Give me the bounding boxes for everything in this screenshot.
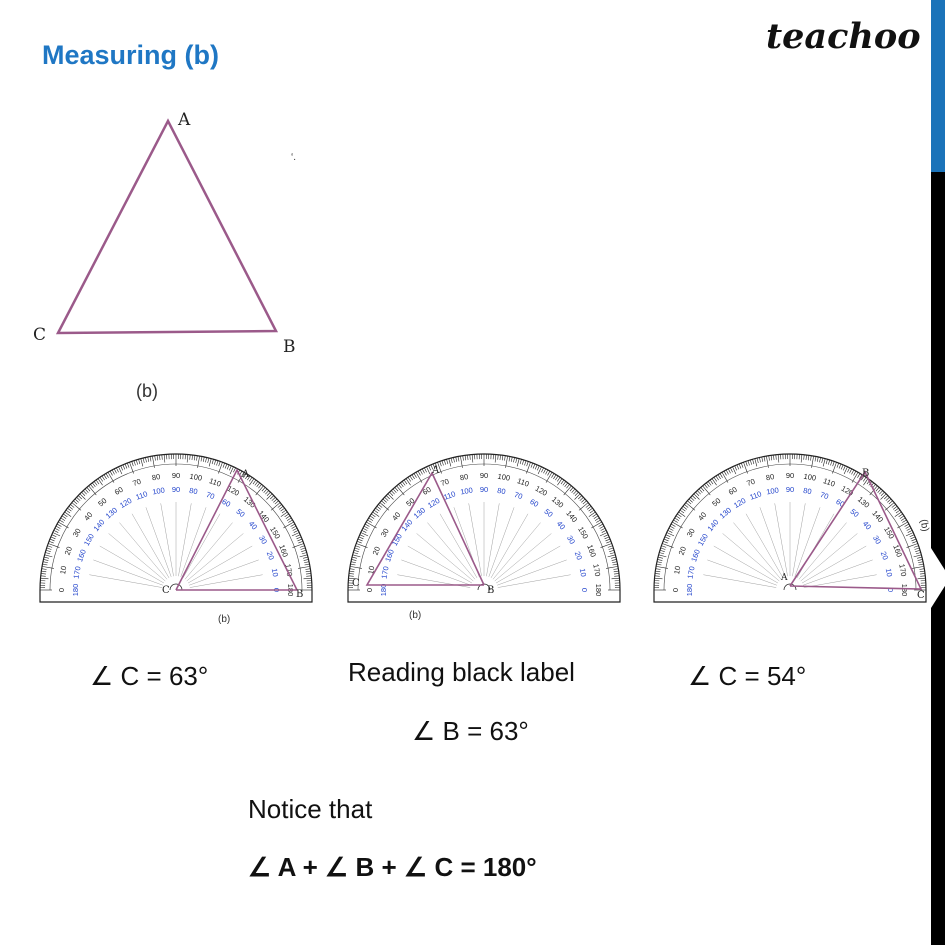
prot1-end-label: B bbox=[296, 589, 304, 600]
protractor-inner-number: 100 bbox=[459, 485, 474, 497]
teachoo-logo: teachoo bbox=[766, 16, 921, 57]
protractor-outer-number: 180 bbox=[594, 583, 604, 597]
protractor-inner-number: 100 bbox=[765, 485, 780, 497]
protractor-outer-number: 30 bbox=[378, 526, 391, 539]
prot3-end-label: C bbox=[917, 590, 925, 601]
protractor-outer-number: 30 bbox=[684, 526, 697, 539]
protractor-outer-number: 90 bbox=[785, 470, 795, 480]
protractor-inner-number: 40 bbox=[554, 519, 568, 532]
protractor-inner-number: 0 bbox=[272, 587, 282, 593]
protractor-inner-number: 20 bbox=[572, 550, 585, 562]
protractor-outer-number: 10 bbox=[672, 565, 683, 576]
protractor-inner-number: 110 bbox=[748, 489, 763, 502]
protractor-inner-number: 160 bbox=[383, 548, 396, 564]
protractor-outer-number: 120 bbox=[533, 483, 549, 498]
protractor-outer-number: 70 bbox=[745, 476, 757, 489]
protractor-outer-number: 20 bbox=[676, 545, 689, 557]
page-title: Measuring (b) bbox=[42, 40, 220, 70]
protractor-inner-number: 70 bbox=[512, 489, 524, 502]
protractor-inner-number: 160 bbox=[689, 548, 702, 564]
protractor-inner-number: 50 bbox=[848, 506, 861, 520]
protractor-inner-number: 70 bbox=[204, 489, 216, 502]
prot2-caption: (b) bbox=[409, 610, 422, 621]
protractor-inner-number: 170 bbox=[71, 565, 83, 580]
protractor-outer-number: 130 bbox=[241, 494, 258, 510]
protractor-outer-number: 0 bbox=[364, 587, 374, 593]
protractor-outer-number: 50 bbox=[404, 496, 417, 509]
protractor-outer-number: 170 bbox=[283, 563, 295, 578]
protractor-inner-number: 40 bbox=[860, 519, 874, 532]
protractor-2 bbox=[347, 452, 622, 607]
prot1-other-label: A bbox=[242, 469, 250, 480]
protractor-outer-number: 60 bbox=[420, 484, 433, 497]
protractor-inner-number: 10 bbox=[577, 567, 589, 578]
protractor-inner-number: 60 bbox=[220, 496, 233, 509]
protractor-outer-number: 10 bbox=[366, 565, 377, 576]
protractor-inner-number: 20 bbox=[264, 550, 277, 562]
protractor-outer-number: 170 bbox=[897, 563, 909, 578]
protractor-outer-number: 80 bbox=[151, 472, 162, 483]
stray-mark: ‘. bbox=[291, 152, 296, 163]
protractor-inner-number: 180 bbox=[70, 583, 80, 597]
figure-caption: (b) bbox=[136, 381, 158, 401]
protractor-inner-number: 50 bbox=[234, 506, 247, 520]
protractor-outer-number: 150 bbox=[268, 525, 283, 541]
protractor-outer-number: 80 bbox=[765, 472, 776, 483]
protractor-inner-number: 120 bbox=[732, 495, 748, 510]
protractor-3 bbox=[653, 452, 928, 607]
protractor-outer-number: 140 bbox=[564, 508, 580, 525]
protractor-outer-number: 100 bbox=[496, 471, 511, 483]
protractor-inner-number: 0 bbox=[580, 587, 590, 593]
prot2-end-label: C bbox=[352, 578, 360, 589]
protractor-inner-number: 140 bbox=[91, 517, 107, 534]
reading-note: Reading black label bbox=[348, 657, 575, 687]
protractor-outer-number: 40 bbox=[696, 510, 709, 523]
protractor-inner-number: 90 bbox=[479, 484, 489, 494]
protractor-outer-number: 160 bbox=[891, 543, 904, 559]
protractor-inner-number: 120 bbox=[118, 495, 134, 510]
protractor-inner-number: 130 bbox=[717, 505, 734, 521]
protractor-outer-number: 110 bbox=[516, 476, 531, 489]
protractor-inner-number: 30 bbox=[257, 533, 270, 546]
protractor-outer-number: 40 bbox=[390, 510, 403, 523]
protractor-outer-number: 70 bbox=[439, 476, 451, 489]
protractor-inner-number: 60 bbox=[834, 496, 847, 509]
protractor-inner-number: 130 bbox=[103, 505, 120, 521]
protractor-outer-number: 120 bbox=[839, 483, 855, 498]
protractor-outer-number: 130 bbox=[549, 494, 566, 510]
protractor-inner-number: 90 bbox=[171, 484, 181, 494]
angle-b-result: ∠ B = 63° bbox=[412, 716, 529, 746]
vertex-c-label: C bbox=[33, 325, 47, 345]
protractor-inner-number: 130 bbox=[411, 505, 428, 521]
protractor-inner-number: 180 bbox=[378, 583, 388, 597]
protractor-inner-number: 170 bbox=[685, 565, 697, 580]
angle-c-second-result: ∠ C = 54° bbox=[688, 661, 807, 691]
protractor-outer-number: 40 bbox=[82, 510, 95, 523]
protractor-inner-number: 150 bbox=[695, 532, 710, 548]
protractor-inner-number: 170 bbox=[379, 565, 391, 580]
protractor-outer-number: 170 bbox=[591, 563, 603, 578]
protractor-outer-number: 60 bbox=[112, 484, 125, 497]
protractor-outer-number: 60 bbox=[726, 484, 739, 497]
protractor-inner-number: 80 bbox=[188, 485, 199, 497]
protractor-outer-number: 90 bbox=[171, 470, 181, 480]
protractor-inner-number: 30 bbox=[565, 533, 578, 546]
protractor-inner-number: 110 bbox=[442, 489, 457, 502]
angle-sum-result: ∠ A + ∠ B + ∠ C = 180° bbox=[248, 852, 537, 882]
protractor-outer-number: 120 bbox=[225, 483, 241, 498]
protractor-outer-number: 110 bbox=[822, 476, 837, 489]
protractor-outer-number: 30 bbox=[70, 526, 83, 539]
protractor-inner-number: 80 bbox=[802, 485, 813, 497]
protractor-inner-number: 60 bbox=[528, 496, 541, 509]
prot3-other-label: B bbox=[862, 468, 870, 479]
protractor-inner-number: 40 bbox=[246, 519, 260, 532]
vertex-b-label: B bbox=[283, 337, 296, 357]
prot1-caption: (b) bbox=[218, 614, 231, 625]
protractor-inner-number: 50 bbox=[542, 506, 555, 520]
protractor-outer-number: 130 bbox=[855, 494, 872, 510]
protractor-outer-number: 100 bbox=[802, 471, 817, 483]
protractor-outer-number: 80 bbox=[459, 472, 470, 483]
protractor-outer-number: 180 bbox=[286, 583, 296, 597]
protractor-outer-number: 50 bbox=[96, 496, 109, 509]
protractor-inner-number: 80 bbox=[496, 485, 507, 497]
triangle-abc bbox=[58, 121, 276, 333]
protractor-inner-number: 140 bbox=[705, 517, 721, 534]
protractor-inner-number: 30 bbox=[871, 533, 884, 546]
prot2-other-label: A bbox=[432, 465, 440, 476]
protractor-outer-number: 100 bbox=[188, 471, 203, 483]
prot2-vertex-label: B bbox=[487, 585, 495, 596]
protractor-inner-number: 150 bbox=[389, 532, 404, 548]
protractor-outer-number: 0 bbox=[670, 587, 680, 593]
prot1-vertex-label: C bbox=[162, 585, 170, 596]
protractor-inner-number: 110 bbox=[134, 489, 149, 502]
protractor-outer-number: 90 bbox=[479, 470, 489, 480]
protractor-inner-number: 90 bbox=[785, 484, 795, 494]
protractor-inner-number: 0 bbox=[886, 587, 896, 593]
protractor-outer-number: 50 bbox=[710, 496, 723, 509]
protractor-inner-number: 180 bbox=[684, 583, 694, 597]
protractor-inner-number: 160 bbox=[75, 548, 88, 564]
protractor-outer-number: 140 bbox=[256, 508, 272, 525]
protractor-inner-number: 10 bbox=[883, 567, 895, 578]
protractor-inner-number: 100 bbox=[151, 485, 166, 497]
protractor-outer-number: 70 bbox=[131, 476, 143, 489]
protractor-inner-number: 120 bbox=[426, 495, 442, 510]
protractor-outer-number: 20 bbox=[62, 545, 75, 557]
protractor-outer-number: 110 bbox=[208, 476, 223, 489]
protractor-outer-number: 160 bbox=[585, 543, 598, 559]
protractor-outer-number: 150 bbox=[576, 525, 591, 541]
protractor-inner-number: 20 bbox=[878, 550, 891, 562]
protractor-outer-number: 180 bbox=[900, 583, 910, 597]
protractor-inner-number: 10 bbox=[269, 567, 281, 578]
protractor-outer-number: 0 bbox=[56, 587, 66, 593]
prot3-caption: (b) bbox=[917, 518, 931, 533]
vertex-a-label: A bbox=[178, 110, 191, 130]
protractor-inner-number: 150 bbox=[81, 532, 96, 548]
protractor-inner-number: 140 bbox=[399, 517, 415, 534]
protractor-1 bbox=[39, 452, 314, 607]
protractor-outer-number: 150 bbox=[882, 525, 897, 541]
protractor-inner-number: 70 bbox=[818, 489, 830, 502]
protractor-outer-number: 160 bbox=[277, 543, 290, 559]
protractor-outer-number: 10 bbox=[58, 565, 69, 576]
protractor-outer-number: 140 bbox=[870, 508, 886, 525]
angle-c-first-result: ∠ C = 63° bbox=[90, 661, 209, 691]
prot3-vertex-label: A bbox=[781, 573, 788, 583]
notice-text: Notice that bbox=[248, 794, 373, 824]
protractor-outer-number: 20 bbox=[370, 545, 383, 557]
